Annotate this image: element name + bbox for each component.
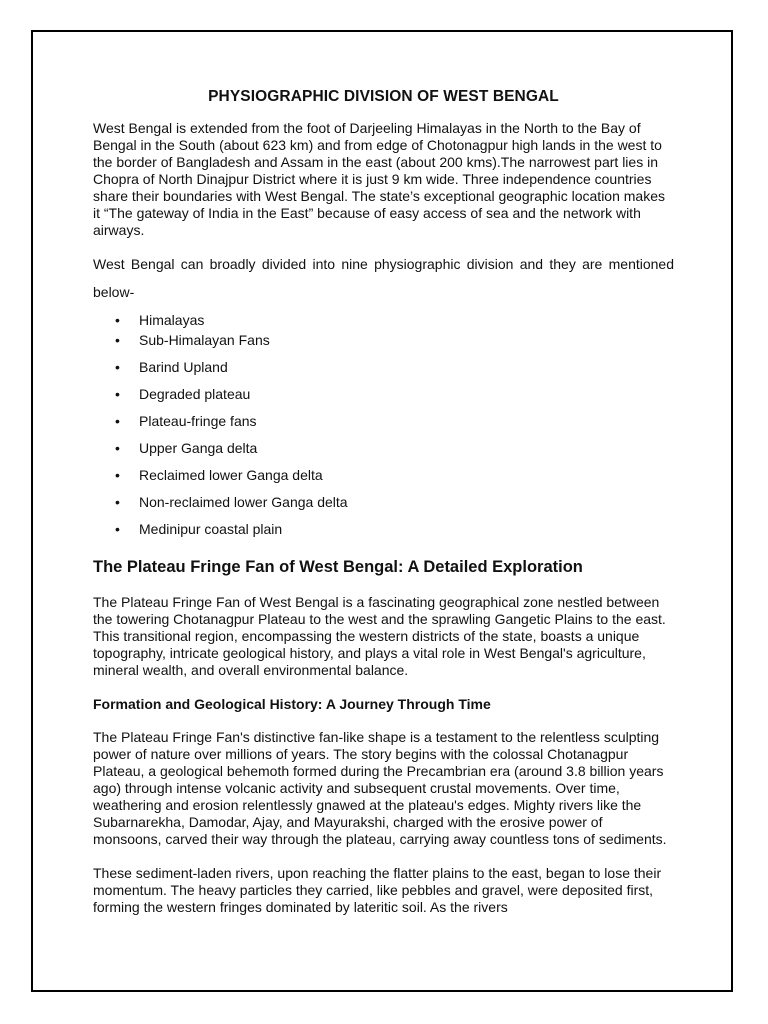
bullet-icon: •	[115, 386, 120, 402]
bullet-icon: •	[115, 494, 120, 510]
intro-paragraph: West Bengal is extended from the foot of Darjeeling Himalayas in the North to the Bay of Bengal in the South (about 623 km) and from edge of Chotonagpur high lands in the west to the border of Bangladesh and Assam in the east (about 200 kms).The narrowest part lies in Chopra of North Dinajpur District where it is just 9 km wide. Three independence countries share their boundaries with West Bengal. The state’s exceptional geographic location makes it “The gateway of India in the East” because of easy access of sea and the network with airways.	[93, 120, 666, 238]
bullet-icon: •	[115, 359, 120, 375]
list-item: • Sub-Himalayan Fans	[115, 332, 270, 348]
bullet-icon: •	[115, 332, 120, 348]
list-item: • Upper Ganga delta	[115, 440, 258, 456]
document-title: PHYSIOGRAPHIC DIVISION OF WEST BENGAL	[208, 88, 559, 105]
bullet-icon: •	[115, 440, 120, 456]
list-item: • Degraded plateau	[115, 386, 251, 402]
bullet-icon: •	[115, 413, 120, 429]
divisions-intro-paragraph: West Bengal can broadly divided into nine physiographic division and they are mentioned below-	[93, 256, 674, 300]
list-item: • Himalayas	[115, 312, 205, 328]
bullet-icon: •	[115, 467, 120, 483]
divisions-list	[93, 312, 674, 548]
list-item: • Medinipur coastal plain	[115, 521, 283, 537]
document-body	[93, 88, 674, 916]
list-item: • Barind Upland	[115, 359, 228, 375]
bullet-icon: •	[115, 312, 120, 328]
list-item: • Non-reclaimed lower Ganga delta	[115, 494, 348, 510]
subsection-heading: Formation and Geological History: A Journey Through Time	[93, 696, 491, 712]
list-item: • Plateau-fringe fans	[115, 413, 257, 429]
list-item: • Reclaimed lower Ganga delta	[115, 467, 323, 483]
section-heading: The Plateau Fringe Fan of West Bengal: A Detailed Exploration	[93, 558, 583, 576]
subsection-paragraph-1: The Plateau Fringe Fan's distinctive fan-like shape is a testament to the relentless sculpting power of nature over millions of years. The story begins with the colossal Chotanagpur Plateau, a geological behemoth formed during the Precambrian era (around 3.8 billion years ago) through intense volcanic activity and subsequent crustal movements. Over time, weathering and erosion relentlessly gnawed at the plateau's edges. Mighty rivers like the Subarnarekha, Damodar, Ajay, and Mayurakshi, charged with the erosive power of monsoons, carved their way through the plateau, carrying away countless tons of sediments.	[93, 729, 667, 847]
bullet-icon: •	[115, 521, 120, 537]
section-paragraph: The Plateau Fringe Fan of West Bengal is a fascinating geographical zone nestled between the towering Chotanagpur Plateau to the west and the sprawling Gangetic Plains to the east. This transitional region, encompassing the western districts of the state, boasts a unique topography, intricate geological history, and plays a vital role in West Bengal's agriculture, mineral wealth, and overall environmental balance.	[93, 594, 666, 678]
subsection-paragraph-2: These sediment-laden rivers, upon reaching the flatter plains to the east, began to lose their momentum. The heavy particles they carried, like pebbles and gravel, were deposited first, forming the western fringes dominated by lateritic soil. As the rivers	[93, 865, 662, 915]
